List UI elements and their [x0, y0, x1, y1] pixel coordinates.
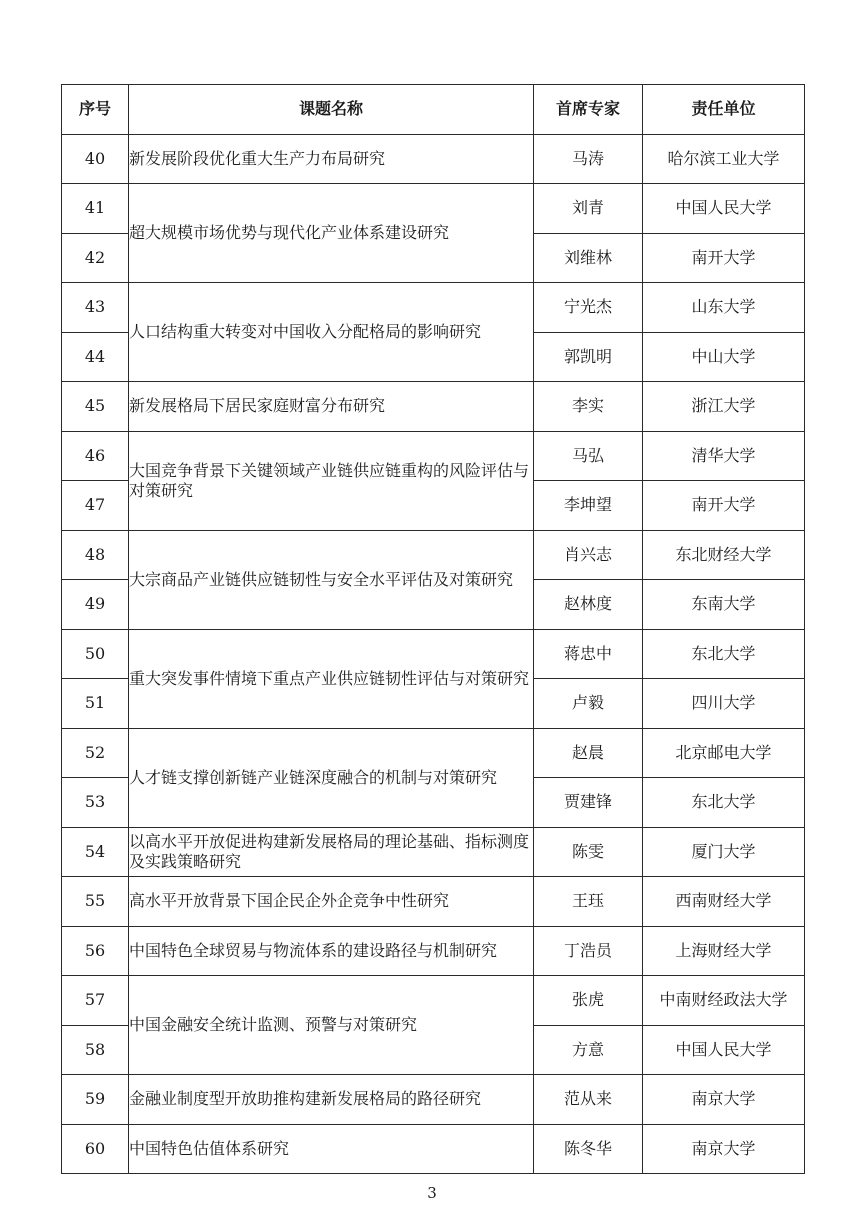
table-row: [62, 728, 805, 778]
row-num: 57: [62, 976, 129, 1026]
row-num: 52: [62, 728, 129, 778]
row-unit: 东北大学: [643, 778, 805, 828]
row-num: 45: [62, 382, 129, 432]
row-topic: 超大规模市场优势与现代化产业体系建设研究: [129, 184, 534, 283]
row-unit: 哈尔滨工业大学: [643, 134, 805, 184]
row-unit: 南开大学: [643, 481, 805, 531]
row-num: 43: [62, 283, 129, 333]
row-topic: 大国竞争背景下关键领域产业链供应链重构的风险评估与对策研究: [129, 431, 534, 530]
row-num: 40: [62, 134, 129, 184]
row-num: 60: [62, 1124, 129, 1174]
row-expert: 陈冬华: [534, 1124, 643, 1174]
row-expert: 贾建锋: [534, 778, 643, 828]
row-unit: 浙江大学: [643, 382, 805, 432]
row-unit: 南京大学: [643, 1124, 805, 1174]
row-expert: 张虎: [534, 976, 643, 1026]
row-unit: 东北财经大学: [643, 530, 805, 580]
page-number: 3: [427, 1184, 437, 1202]
table-row: [62, 629, 805, 679]
row-unit: 中国人民大学: [643, 184, 805, 234]
row-topic: 新发展格局下居民家庭财富分布研究: [129, 382, 534, 432]
row-num: 48: [62, 530, 129, 580]
table-row: [62, 134, 805, 184]
row-expert: 肖兴志: [534, 530, 643, 580]
row-unit: 山东大学: [643, 283, 805, 333]
project-table: [61, 84, 805, 1174]
row-num: 46: [62, 431, 129, 481]
row-num: 50: [62, 629, 129, 679]
row-num: 54: [62, 827, 129, 877]
row-unit: 清华大学: [643, 431, 805, 481]
row-unit: 北京邮电大学: [643, 728, 805, 778]
table-row: [62, 382, 805, 432]
row-num: 42: [62, 233, 129, 283]
row-topic: 高水平开放背景下国企民企外企竞争中性研究: [129, 877, 534, 927]
row-topic: 中国特色全球贸易与物流体系的建设路径与机制研究: [129, 926, 534, 976]
row-expert: 赵林度: [534, 580, 643, 630]
header-topic: 课题名称: [129, 85, 534, 135]
row-unit: 厦门大学: [643, 827, 805, 877]
row-num: 41: [62, 184, 129, 234]
row-topic: 中国特色估值体系研究: [129, 1124, 534, 1174]
row-expert: 范从来: [534, 1075, 643, 1125]
row-topic: 新发展阶段优化重大生产力布局研究: [129, 134, 534, 184]
table-row: [62, 184, 805, 234]
row-expert: 王珏: [534, 877, 643, 927]
table-row: [62, 926, 805, 976]
table-row: [62, 976, 805, 1026]
row-unit: 西南财经大学: [643, 877, 805, 927]
row-num: 55: [62, 877, 129, 927]
row-topic: 中国金融安全统计监测、预警与对策研究: [129, 976, 534, 1075]
row-topic: 大宗商品产业链供应链韧性与安全水平评估及对策研究: [129, 530, 534, 629]
row-topic: 重大突发事件情境下重点产业供应链韧性评估与对策研究: [129, 629, 534, 728]
row-unit: 中南财经政法大学: [643, 976, 805, 1026]
row-expert: 陈雯: [534, 827, 643, 877]
row-num: 51: [62, 679, 129, 729]
row-expert: 郭凯明: [534, 332, 643, 382]
row-expert: 丁浩员: [534, 926, 643, 976]
header-unit: 责任单位: [643, 85, 805, 135]
row-num: 53: [62, 778, 129, 828]
table-row: [62, 530, 805, 580]
row-expert: 宁光杰: [534, 283, 643, 333]
row-expert: 方意: [534, 1025, 643, 1075]
row-expert: 马弘: [534, 431, 643, 481]
row-unit: 中山大学: [643, 332, 805, 382]
row-unit: 中国人民大学: [643, 1025, 805, 1075]
row-expert: 蒋忠中: [534, 629, 643, 679]
row-expert: 李坤望: [534, 481, 643, 531]
table-header-row: [62, 85, 805, 135]
header-expert: 首席专家: [534, 85, 643, 135]
row-expert: 卢毅: [534, 679, 643, 729]
row-num: 47: [62, 481, 129, 531]
table-row: [62, 283, 805, 333]
table-row: [62, 431, 805, 481]
table-row: [62, 827, 805, 877]
row-unit: 南开大学: [643, 233, 805, 283]
row-expert: 刘青: [534, 184, 643, 234]
row-unit: 上海财经大学: [643, 926, 805, 976]
table-row: [62, 877, 805, 927]
row-num: 44: [62, 332, 129, 382]
row-unit: 东南大学: [643, 580, 805, 630]
row-expert: 刘维林: [534, 233, 643, 283]
row-num: 59: [62, 1075, 129, 1125]
row-topic: 金融业制度型开放助推构建新发展格局的路径研究: [129, 1075, 534, 1125]
row-expert: 马涛: [534, 134, 643, 184]
row-topic: 人口结构重大转变对中国收入分配格局的影响研究: [129, 283, 534, 382]
row-num: 58: [62, 1025, 129, 1075]
header-num: 序号: [62, 85, 129, 135]
row-unit: 东北大学: [643, 629, 805, 679]
row-expert: 赵晨: [534, 728, 643, 778]
row-topic: 人才链支撑创新链产业链深度融合的机制与对策研究: [129, 728, 534, 827]
row-num: 49: [62, 580, 129, 630]
row-expert: 李实: [534, 382, 643, 432]
row-unit: 南京大学: [643, 1075, 805, 1125]
table-row: [62, 1075, 805, 1125]
table-row: [62, 1124, 805, 1174]
row-unit: 四川大学: [643, 679, 805, 729]
row-topic: 以高水平开放促进构建新发展格局的理论基础、指标测度及实践策略研究: [129, 827, 534, 877]
row-num: 56: [62, 926, 129, 976]
